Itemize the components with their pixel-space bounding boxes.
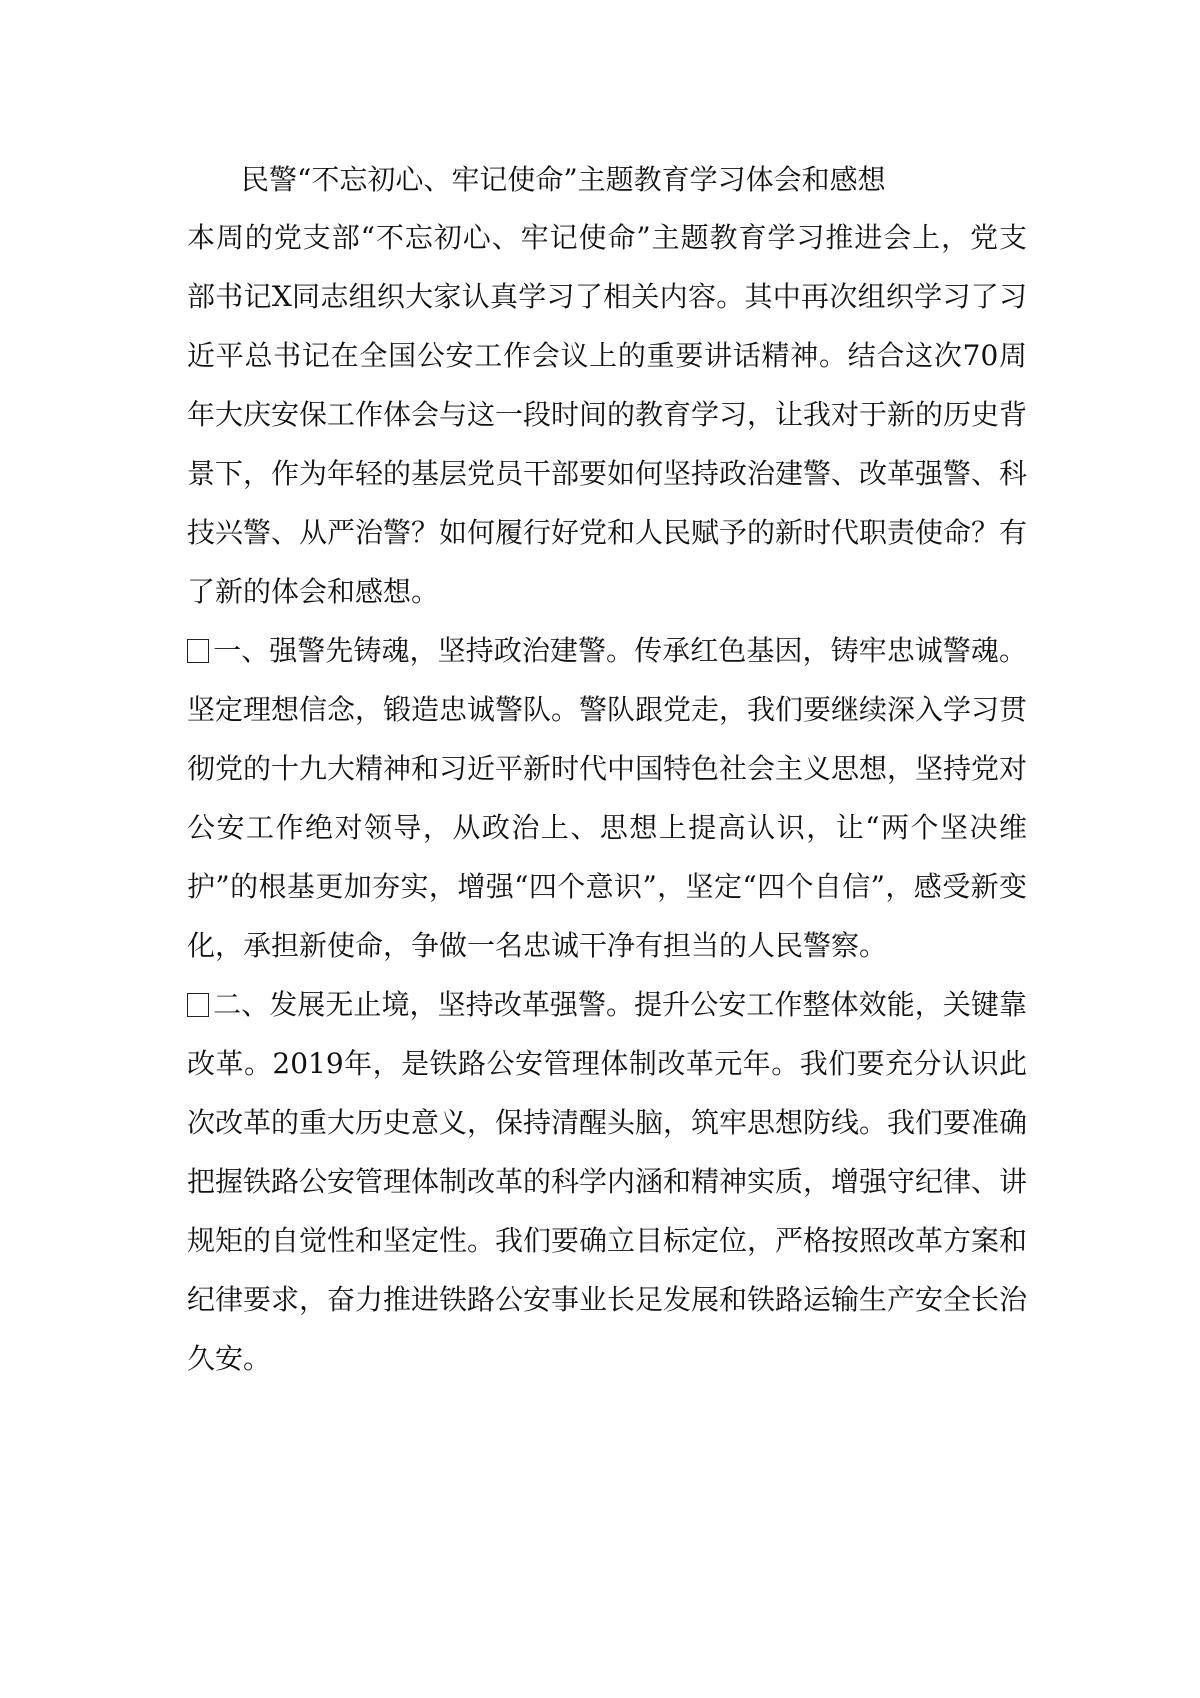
checkbox-square-icon (187, 993, 209, 1017)
document-body (187, 156, 1027, 1388)
section-one-paragraph (187, 621, 1027, 975)
section-two-paragraph (187, 975, 1027, 1388)
document-title: 民警“不忘初心、牢记使命”主题教育学习体会和感想 (241, 163, 886, 196)
paragraph-text: 二、发展无止境，坚持改革强警。提升公安工作整体效能，关键靠改革。2019年，是铁路公安管理体制改革元年。我们要充分认识此次改革的重大历史意义，保持清醒头脑，筑牢思想防线。我们要准确把握铁路公安管理体制改革的科学内涵和精神实质，增强守纪律、讲规矩的自觉性和坚定性。我们要确立目标定位，严格按照改革方案和纪律要求，奋力推进铁路公安事业长足发展和铁路运输生产安全长治久安。 (187, 988, 1028, 1375)
checkbox-square-icon (187, 639, 209, 663)
intro-paragraph (187, 208, 1027, 621)
paragraph-text: 本周的党支部“不忘初心、牢记使命”主题教育学习推进会上，党支部书记X同志组织大家认真学习了相关内容。其中再次组织学习了习近平总书记在全国公安工作会议上的重要讲话精神。结合这次70周年大庆安保工作体会与这一段时间的教育学习，让我对于新的历史背景下，作为年轻的基层党员干部要如何坚持政治建警、改革强警、科技兴警、从严治警？如何履行好党和人民赋予的新时代职责使命？有了新的体会和感想。 (187, 221, 1028, 608)
paragraph-text: 一、强警先铸魂，坚持政治建警。传承红色基因，铸牢忠诚警魂。坚定理想信念，锻造忠诚警队。警队跟党走，我们要继续深入学习贯彻党的十九大精神和习近平新时代中国特色社会主义思想，坚持党对公安工作绝对领导，从政治上、思想上提高认识，让“两个坚决维护”的根基更加夯实，增强“四个意识”，坚定“四个自信”，感受新变化，承担新使命，争做一名忠诚干净有担当的人民警察。 (187, 634, 1028, 962)
